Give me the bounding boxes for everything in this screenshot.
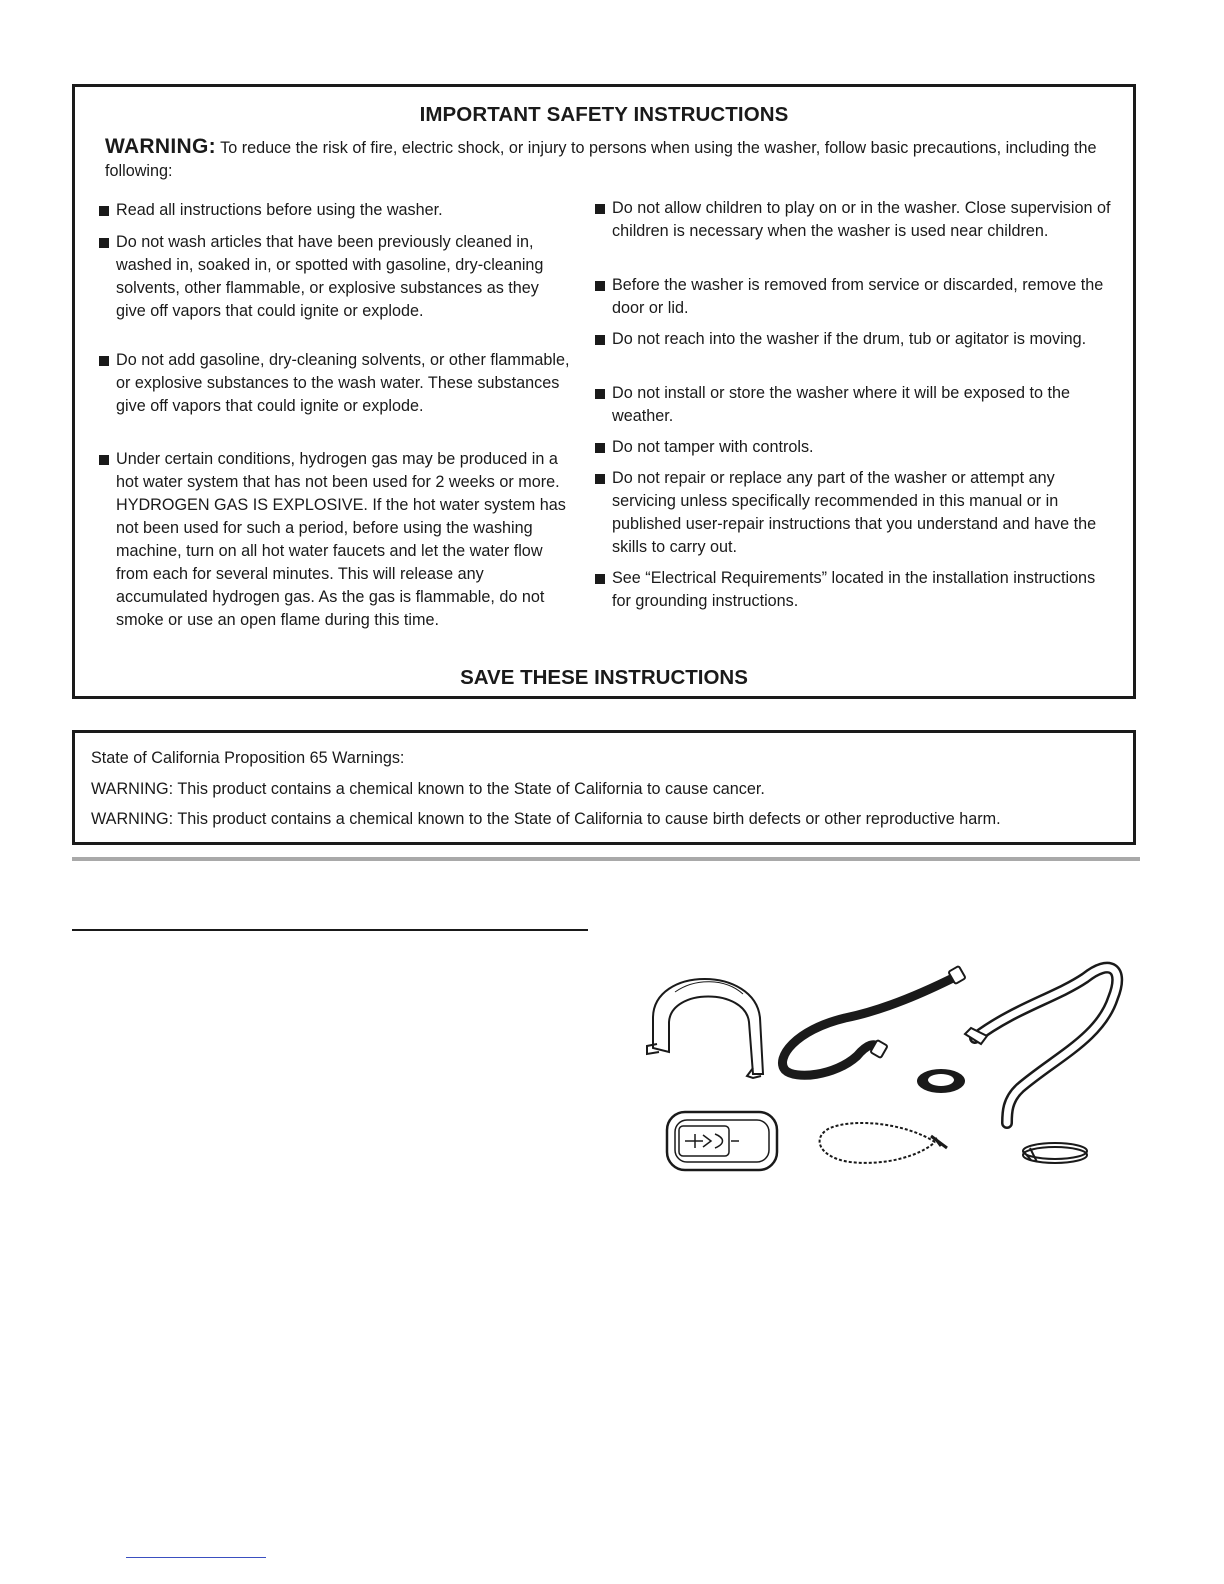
heading-underline — [72, 929, 588, 931]
warning-label: WARNING: — [105, 135, 216, 158]
list-item: Do not reach into the washer if the drum, tub or agitator is moving. — [595, 328, 1117, 351]
list-item: Do not install or store the washer where it will be exposed to the weather. — [595, 382, 1117, 428]
list-item: Before the washer is removed from service or discarded, remove the door or lid. — [595, 274, 1117, 320]
footer-link-underline — [126, 1557, 266, 1558]
list-item: Read all instructions before using the washer. — [99, 199, 571, 222]
square-bullet-icon — [595, 474, 605, 484]
drain-hose-icon — [965, 968, 1117, 1123]
square-bullet-icon — [595, 281, 605, 291]
prop65-warning-cancer: WARNING: This product contains a chemical known to the State of California to cause cancer. — [91, 780, 765, 798]
square-bullet-icon — [595, 574, 605, 584]
warning-text: To reduce the risk of fire, electric shock, or injury to persons when using the washer, follow basic precautions, including the following: — [105, 139, 1097, 180]
prop65-box — [72, 730, 1136, 845]
inlet-hose-icon — [783, 966, 966, 1075]
square-bullet-icon — [595, 443, 605, 453]
list-item: Do not tamper with controls. — [595, 436, 1117, 459]
list-item: Do not repair or replace any part of the washer or attempt any servicing unless specifically recommended in this manual or in published user-repair instructions that you understand and have the skills to carry out. — [595, 467, 1117, 559]
parts-figure — [635, 948, 1135, 1183]
flat-washer-icon — [917, 1069, 965, 1093]
square-bullet-icon — [595, 389, 605, 399]
leveling-tool-icon — [667, 1112, 777, 1170]
square-bullet-icon — [595, 204, 605, 214]
hose-clamp-icon — [1023, 1143, 1087, 1163]
safety-instructions-box — [72, 84, 1136, 699]
square-bullet-icon — [99, 455, 109, 465]
prop65-heading: State of California Proposition 65 Warnings: — [91, 749, 405, 767]
prop65-warning-birth-defects: WARNING: This product contains a chemical known to the State of California to cause birth defects or other reproductive harm. — [91, 810, 1001, 828]
list-item: Do not allow children to play on or in the washer. Close supervision of children is necessary when the washer is used near children. — [595, 197, 1117, 243]
list-item: Do not add gasoline, dry-cleaning solvents, or other flammable, or explosive substances to the wash water. These substances give off vapors that could ignite or explode. — [99, 349, 571, 418]
square-bullet-icon — [99, 356, 109, 366]
safety-title: IMPORTANT SAFETY INSTRUCTIONS — [419, 103, 789, 126]
save-instructions-title: SAVE THESE INSTRUCTIONS — [460, 666, 748, 689]
cable-tie-icon — [820, 1123, 947, 1163]
square-bullet-icon — [99, 238, 109, 248]
u-shaped-hose-form-icon — [647, 979, 763, 1078]
square-bullet-icon — [99, 206, 109, 216]
warning-intro — [105, 135, 1105, 183]
square-bullet-icon — [595, 335, 605, 345]
list-item: Do not wash articles that have been previously cleaned in, washed in, soaked in, or spotted with gasoline, dry-cleaning solvents, other flammable, or explosive substances as they give off vapors that could ignite or explode. — [99, 231, 571, 323]
list-item: Under certain conditions, hydrogen gas may be produced in a hot water system that has not been used for 2 weeks or more. HYDROGEN GAS IS EXPLOSIVE. If the hot water system has not been used for such a period, before using the washing machine, turn on all hot water faucets and let the water flow from each for several minutes. This will release any accumulated hydrogen gas. As the gas is flammable, do not smoke or use an open flame during this time. — [99, 448, 571, 632]
section-divider — [72, 857, 1140, 861]
list-item: See “Electrical Requirements” located in the installation instructions for grounding instructions. — [595, 567, 1117, 613]
